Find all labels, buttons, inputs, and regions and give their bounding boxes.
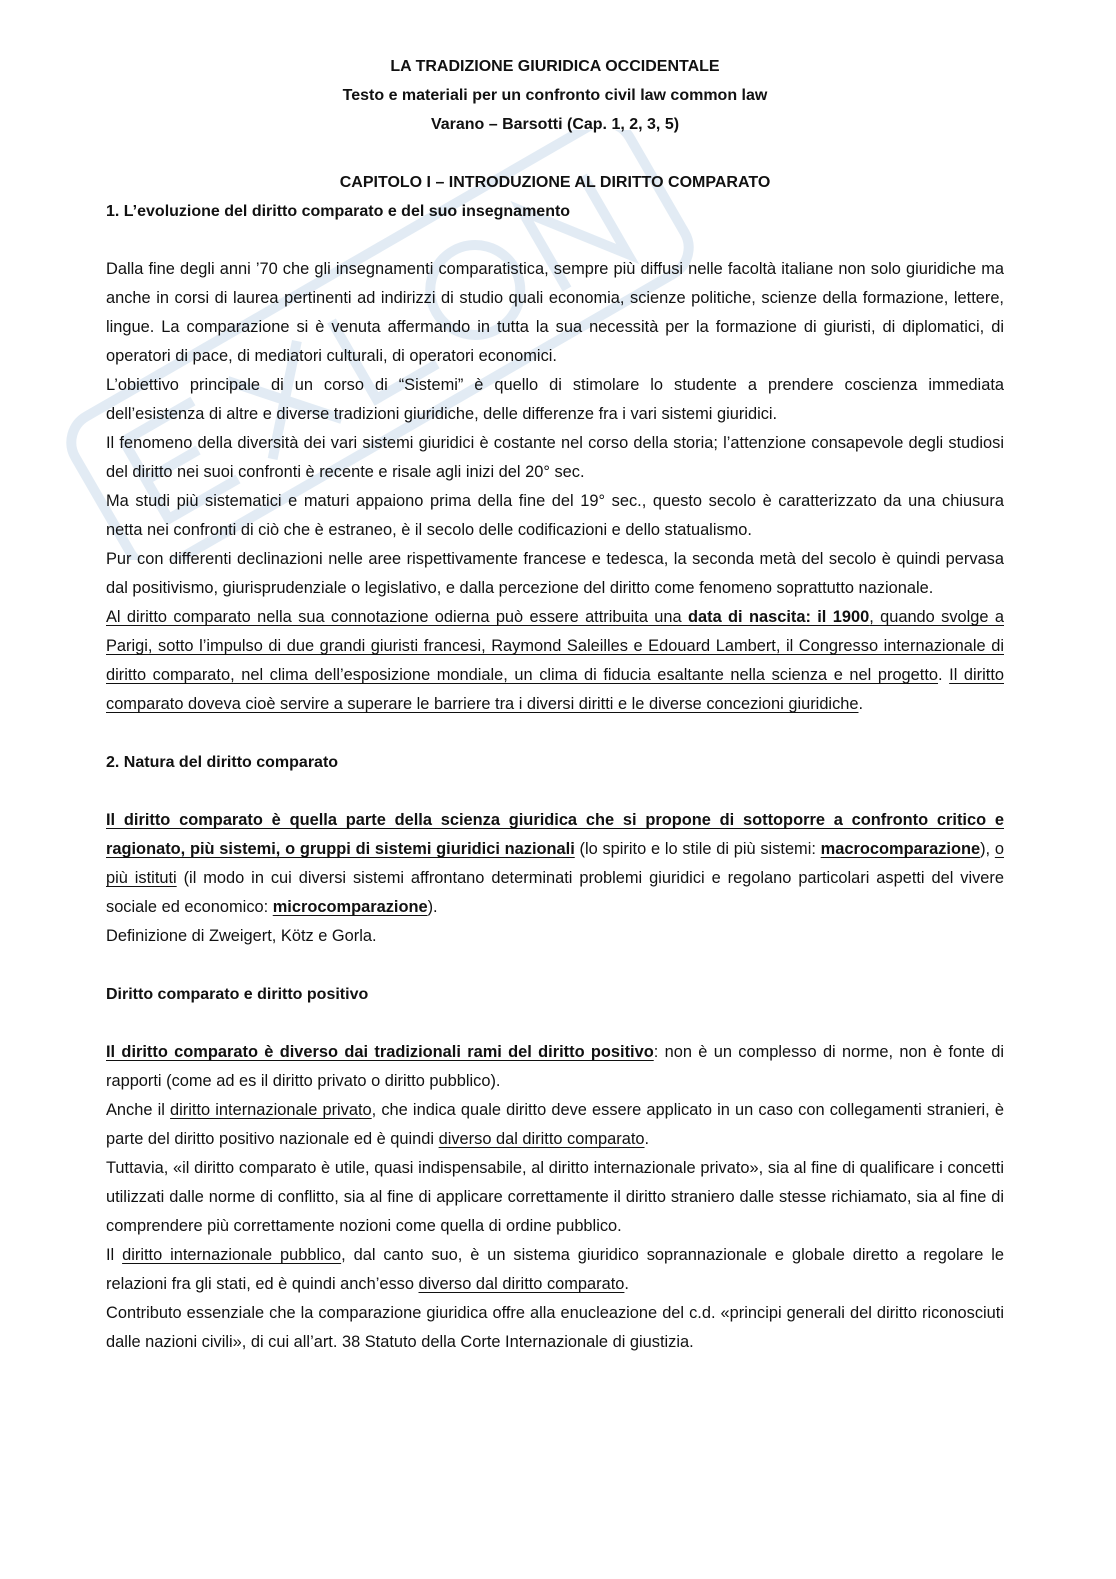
document-authors: Varano – Barsotti (Cap. 1, 2, 3, 5) — [430, 116, 680, 133]
chapter-title: CAPITOLO I – INTRODUZIONE AL DIRITTO COMPARATO — [339, 174, 771, 191]
paragraph: Pur con differenti declinazioni nelle aree rispettivamente francese e tedesca, la seconda metà del secolo è quindi pervasa dal positivismo, giurisprudenziale o legislativo, e dalla percezione del diritto come fenomeno soprattutto nazionale. — [106, 550, 1004, 597]
document-page — [106, 52, 1004, 1357]
paragraph: L’obiettivo principale di un corso di “Sistemi” è quello di stimolare lo studente a prendere coscienza immediata dell’esistenza di altre e diverse tradizioni giuridiche, delle differenze fra i vari sistemi giuridici. — [106, 376, 1004, 423]
paragraph: Dalla fine degli anni ’70 che gli insegnamenti comparatistica, sempre più diffusi nelle facoltà italiane non solo giuridiche ma anche in corsi di laurea pertinenti ad indirizzi di studio quali economia, scienze politiche, scienze della formazione, lettere, lingue. La comparazione si è venuta affermando in tutta la sua necessità per la formazione di giuristi, di diplomatici, di operatori di pace, di mediatori culturali, di operatori economici. — [106, 260, 1004, 365]
section-heading-diritto-positivo: Diritto comparato e diritto positivo — [106, 986, 369, 1003]
paragraph-definizione: Il diritto comparato è quella parte della scienza giuridica che si propone di sottoporre a confronto critico e ragionato, più sistemi, o gruppi di sistemi giuridici nazionali (lo spirito e lo stile di più sistemi: macrocomparazione), o più istituti (il modo in cui diversi sistemi affrontano determinati problemi giuridici e regolano particolari aspetti del vivere sociale ed economico: microcomparazione). — [106, 811, 1004, 916]
paragraph: Contributo essenziale che la comparazione giuridica offre alla enucleazione del c.d. «principi generali del diritto riconosciuti dalle nazioni civili», di cui all’art. 38 Statuto della Corte Internazionale di giustizia. — [106, 1304, 1004, 1351]
section-heading-natura: 2. Natura del diritto comparato — [106, 754, 339, 771]
paragraph: Ma studi più sistematici e maturi appaiono prima della fine del 19° sec., questo secolo è caratterizzato da una chiusura netta nei confronti di ciò che è estraneo, è il secolo delle codificazioni e dello statualismo. — [106, 492, 1004, 539]
document-title: LA TRADIZIONE GIURIDICA OCCIDENTALE — [390, 58, 720, 75]
paragraph: Il diritto internazionale pubblico, dal canto suo, è un sistema giuridico soprannazionale e globale diretto a regolare le relazioni fra gli stati, ed è quindi anch’esso diverso dal diritto comparato. — [106, 1246, 1004, 1293]
paragraph: Definizione di Zweigert, Kötz e Gorla. — [106, 927, 377, 945]
document-subtitle: Testo e materiali per un confronto civil law common law — [342, 87, 768, 104]
paragraph-data-di-nascita: Al diritto comparato nella sua connotazione odierna può essere attribuita una data di nascita: il 1900, quando svolge a Parigi, sotto l’impulso di due grandi giuristi francesi, Raymond Saleilles e Edouard Lambert, il Congresso internazionale di diritto comparato, nel clima dell’esposizione mondiale, un clima di fiducia esaltante nella scienza e nel progetto. Il diritto comparato doveva cioè servire a superare le barriere tra i diversi diritti e le diverse concezioni giuridiche. — [106, 608, 1004, 713]
paragraph: Il fenomeno della diversità dei vari sistemi giuridici è costante nel corso della storia; l’attenzione consapevole degli studiosi del diritto nei suoi confronti è recente e risale agli inizi del 20° sec. — [106, 434, 1004, 481]
paragraph: Anche il diritto internazionale privato, che indica quale diritto deve essere applicato in un caso con collegamenti stranieri, è parte del diritto positivo nazionale ed è quindi diverso dal diritto comparato. — [106, 1101, 1004, 1148]
section-heading-evoluzione: 1. L’evoluzione del diritto comparato e del suo insegnamento — [106, 203, 571, 220]
paragraph: Tuttavia, «il diritto comparato è utile, quasi indispensabile, al diritto internazionale privato», sia al fine di qualificare i concetti utilizzati dalle norme di conflitto, sia al fine di applicare correttamente il diritto straniero dalle stesse richiamato, sia al fine di comprendere più correttamente nozioni come quella di ordine pubblico. — [106, 1159, 1004, 1235]
paragraph: Il diritto comparato è diverso dai tradizionali rami del diritto positivo: non è un complesso di norme, non è fonte di rapporti (come ad es il diritto privato o diritto pubblico). — [106, 1043, 1004, 1090]
